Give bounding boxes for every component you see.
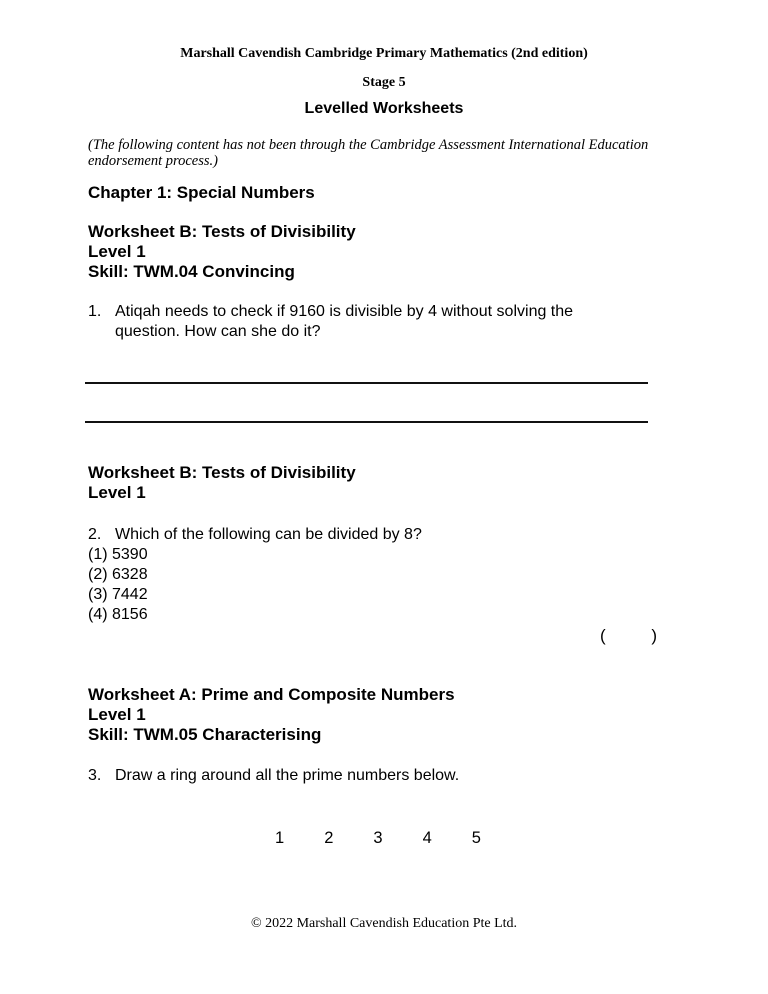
answer-line <box>85 411 648 423</box>
question-1-text: Atiqah needs to check if 9160 is divisible by 4 without solving the question. How can she do it? <box>115 303 574 340</box>
number-item: 2 <box>324 829 334 847</box>
worksheet-title: Worksheet B: Tests of Divisibility <box>88 463 356 482</box>
series-title: Marshall Cavendish Cambridge Primary Mathematics (2nd edition) <box>180 46 588 61</box>
chapter-title: Chapter 1: Special Numbers <box>88 183 315 202</box>
question-3-text: Draw a ring around all the prime numbers below. <box>115 767 460 784</box>
worksheet-title: Worksheet B: Tests of Divisibility <box>88 222 356 241</box>
question-3-number: 3. <box>88 767 102 784</box>
question-1-number: 1. <box>88 303 102 320</box>
worksheet-heading-1 <box>88 222 356 282</box>
level-label: Level 1 <box>88 242 146 261</box>
question-2 <box>88 525 675 545</box>
endorsement-note: (The following content has not been through the Cambridge Assessment International Education endorsement process.) <box>88 137 649 169</box>
option-1: (1) 5390 <box>88 546 148 563</box>
prime-numbers-row <box>275 828 481 848</box>
question-2-number: 2. <box>88 526 102 543</box>
worksheet-title: Worksheet A: Prime and Composite Numbers <box>88 685 455 704</box>
level-label: Level 1 <box>88 483 146 502</box>
option-3: (3) 7442 <box>88 586 148 603</box>
worksheet-heading-3 <box>88 685 455 745</box>
skill-label: Skill: TWM.05 Characterising <box>88 725 322 744</box>
option-4: (4) 8156 <box>88 606 148 623</box>
footer-copyright: © 2022 Marshall Cavendish Education Pte Ltd. <box>250 916 518 931</box>
stage-title: Stage 5 <box>362 75 406 90</box>
question-3 <box>88 766 675 786</box>
question-2-text: Which of the following can be divided by 8? <box>115 526 422 543</box>
number-item: 5 <box>471 829 481 847</box>
bracket-open: ( <box>600 626 606 645</box>
number-item: 3 <box>373 829 383 847</box>
number-item: 4 <box>422 829 432 847</box>
bracket-close: ) <box>651 626 657 645</box>
option-2: (2) 6328 <box>88 566 148 583</box>
worksheet-heading-2 <box>88 463 356 503</box>
question-1 <box>88 302 631 342</box>
level-label: Level 1 <box>88 705 146 724</box>
answer-line <box>85 372 648 384</box>
answer-bracket <box>600 626 657 646</box>
skill-label: Skill: TWM.04 Convincing <box>88 262 295 281</box>
document-title: Levelled Worksheets <box>304 100 464 117</box>
number-item: 1 <box>275 829 285 847</box>
question-2-options <box>88 545 148 625</box>
